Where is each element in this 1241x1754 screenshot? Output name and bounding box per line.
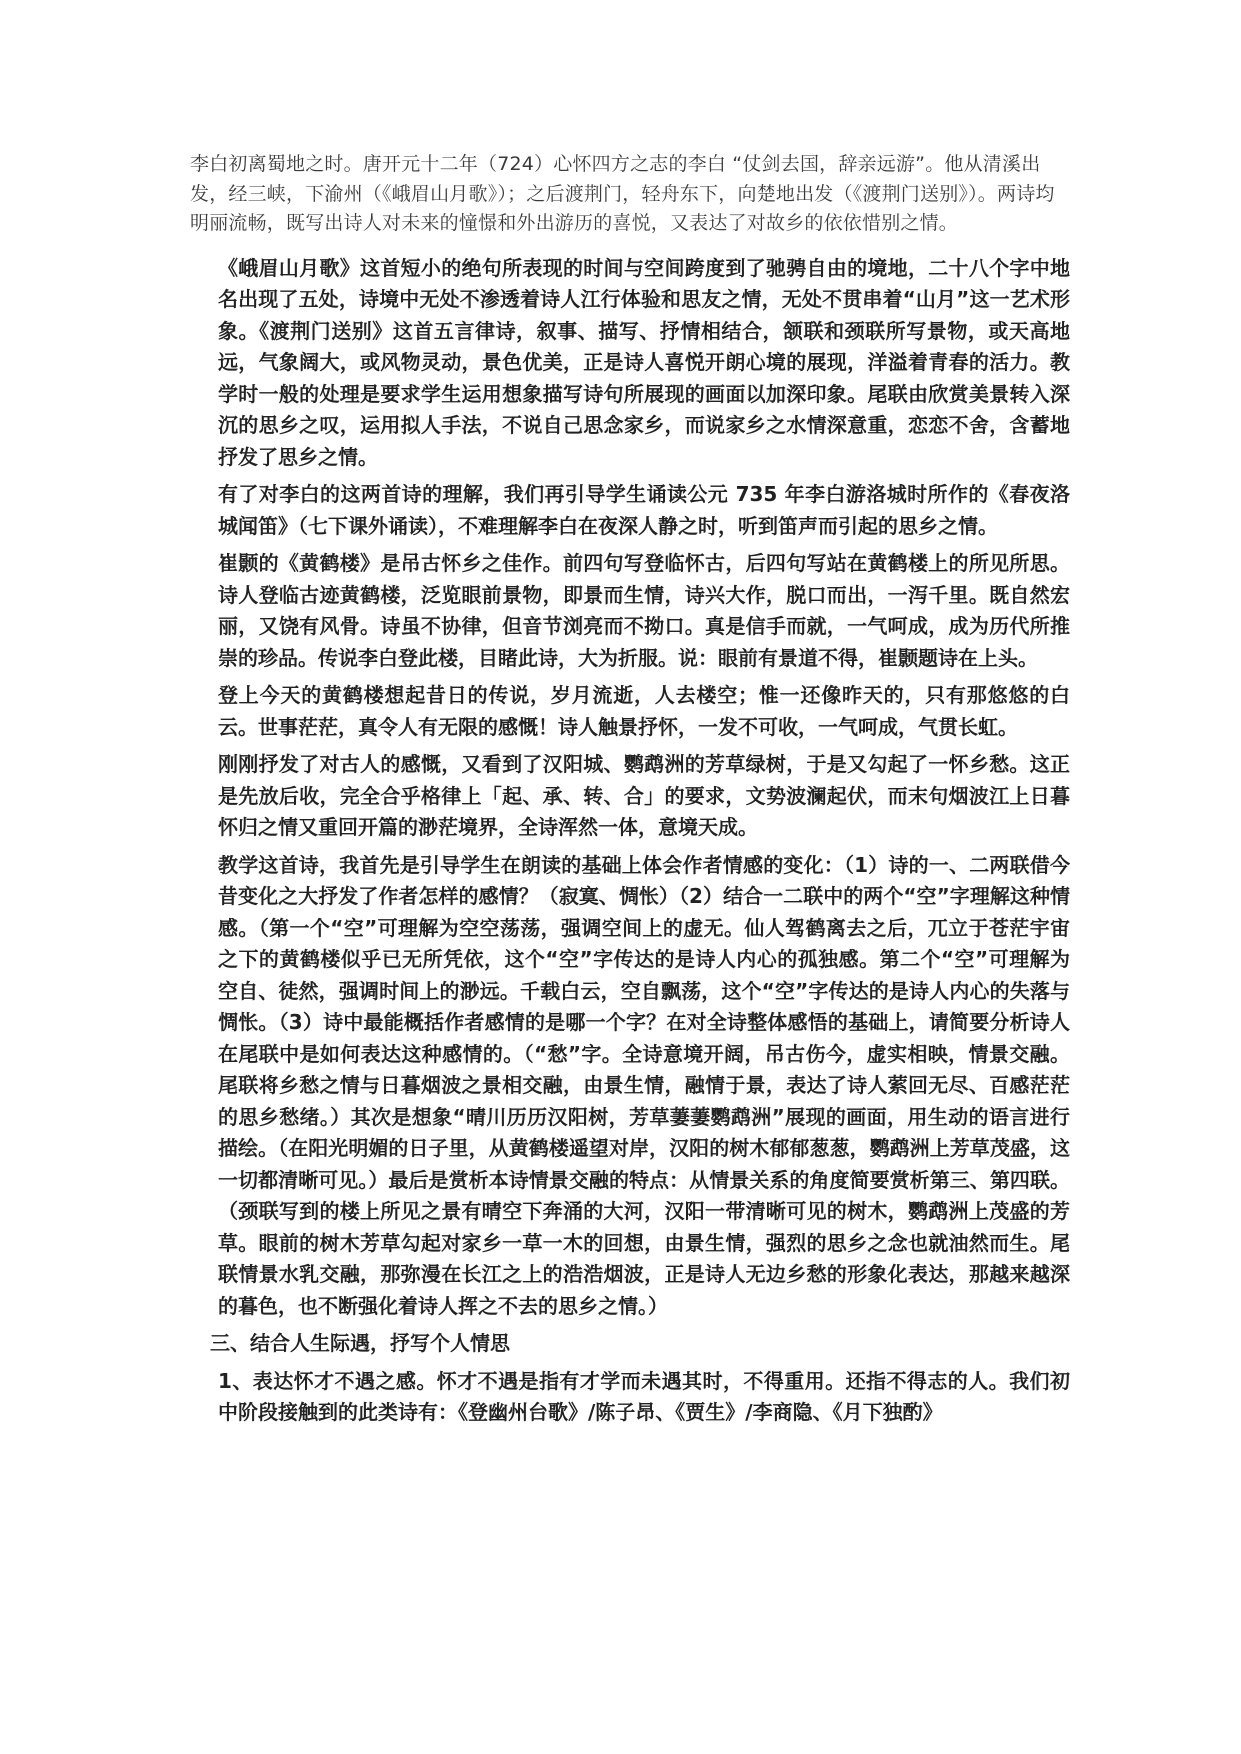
intro-paragraph: 李白初离蜀地之时。唐开元十二年（724）心怀四方之志的李白 “仗剑去国，辞亲远游”。他从清溪出发，经三峡，下渝州（《峨眉山月歌》）；之后渡荆门，轻舟东下，向楚地出发（《渡荆门送别》）。两诗均明丽流畅，既写出诗人对未来的憧憬和外出游历的喜悦，又表达了对故乡的依依惜别之情。 bbox=[190, 153, 1055, 234]
intro-block bbox=[190, 150, 1070, 239]
paragraph-emei-jingmen: 《峨眉山月歌》这首短小的绝句所表现的时间与空间跨度到了驰骋自由的境地，二十八个字中地名出现了五处，诗境中无处不渗透着诗人江行体验和思友之情，无处不贯串着“山月”这一艺术形象。《渡荆门送别》这首五言律诗，叙事、描写、抒情相结合，颔联和颈联所写景物，或天高地远，气象阔大，或风物灵动，景色优美，正是诗人喜悦开朗心境的展现，洋溢着青春的活力。教学时一般的处理是要求学生运用想象描写诗句所展现的画面以加深印象。尾联由欣赏美景转入深沉的思乡之叹，运用拟人手法，不说自己思念家乡，而说家乡之水情深意重，恋恋不舍，含蓄地抒发了思乡之情。 bbox=[218, 255, 1070, 469]
paragraph-huaicai: 1、表达怀才不遇之感。怀才不遇是指有才学而未遇其时，不得重用。还指不得志的人。我们初中阶段接触到的此类诗有：《登幽州台歌》/陈子昂、《贾生》/李商隐、《月下独酌》 bbox=[218, 1368, 1070, 1424]
paragraph-huanghelou-intro: 崔颢的《黄鹤楼》是吊古怀乡之佳作。前四句写登临怀古，后四句写站在黄鹤楼上的所见所思。诗人登临古迹黄鹤楼，泛览眼前景物，即景而生情，诗兴大作，脱口而出，一泻千里。既自然宏丽，又饶有风骨。诗虽不协律，但音节浏亮而不拗口。真是信手而就，一气呵成，成为历代所推崇的珍品。传说李白登此楼，目睹此诗，大为折服。说：眼前有景道不得，崔颢题诗在上头。 bbox=[218, 551, 1070, 670]
paragraph-huanghelou-nostalgia: 刚刚抒发了对古人的感慨，又看到了汉阳城、鹦鹉洲的芳草绿树，于是又勾起了一怀乡愁。这正是先放后收，完全合乎格律上「起、承、转、合」的要求，文势波澜起伏，而末句烟波江上日暮怀归之情又重回开篇的渺茫境界，全诗浑然一体，意境天成。 bbox=[218, 752, 1070, 839]
document-page bbox=[190, 150, 1070, 1435]
body-text bbox=[190, 253, 1070, 1429]
paragraph-luocheng: 有了对李白的这两首诗的理解，我们再引导学生诵读公元 735 年李白游洛城时所作的《春夜洛城闻笛》（七下课外诵读），不难理解李白在夜深人静之时，听到笛声而引起的思乡之情。 bbox=[218, 482, 1070, 538]
paragraph-huanghelou-clouds: 登上今天的黄鹤楼想起昔日的传说，岁月流逝，人去楼空；惟一还像昨天的，只有那悠悠的白云。世事茫茫，真令人有无限的感慨！诗人触景抒怀，一发不可收，一气呵成，气贯长虹。 bbox=[218, 683, 1070, 739]
paragraph-teaching: 教学这首诗，我首先是引导学生在朗读的基础上体会作者情感的变化：（1）诗的一、二两联借今昔变化之大抒发了作者怎样的感情？（寂寞、惆怅）（2）结合一二联中的两个“空”字理解这种情感。（第一个“空”可理解为空空荡荡，强调空间上的虚无。仙人驾鹤离去之后，兀立于苍茫宇宙之下的黄鹤楼似乎已无所凭依，这个“空”字传达的是诗人内心的孤独感。第二个“空”可理解为空自、徒然，强调时间上的渺远。千载白云，空自飘荡，这个“空”字传达的是诗人内心的失落与惆怅。（3）诗中最能概括作者感情的是哪一个字？在对全诗整体感悟的基础上，请简要分析诗人在尾联中是如何表达这种感情的。（“愁”字。全诗意境开阔，吊古伤今，虚实相映，情景交融。尾联将乡愁之情与日暮烟波之景相交融，由景生情，融情于景，表达了诗人萦回无尽、百感茫茫的思乡愁绪。）其次是想象“晴川历历汉阳树，芳草萋萋鹦鹉洲”展现的画面，用生动的语言进行描绘。（在阳光明媚的日子里，从黄鹤楼遥望对岸，汉阳的树木郁郁葱葱，鹦鹉洲上芳草茂盛，这一切都清晰可见。）最后是赏析本诗情景交融的特点：从情景关系的角度简要赏析第三、第四联。（颈联写到的楼上所见之景有晴空下奔涌的大河，汉阳一带清晰可见的树木，鹦鹉洲上茂盛的芳草。眼前的树木芳草勾起对家乡一草一木的回想，由景生情，强烈的思乡之念也就油然而生。尾联情景水乳交融，那弥漫在长江之上的浩浩烟波，正是诗人无边乡愁的形象化表达，那越来越深的暮色，也不断强化着诗人挥之不去的思乡之情。） bbox=[218, 852, 1070, 1318]
section-title: 三、结合人生际遇，抒写个人情思 bbox=[210, 1331, 510, 1355]
